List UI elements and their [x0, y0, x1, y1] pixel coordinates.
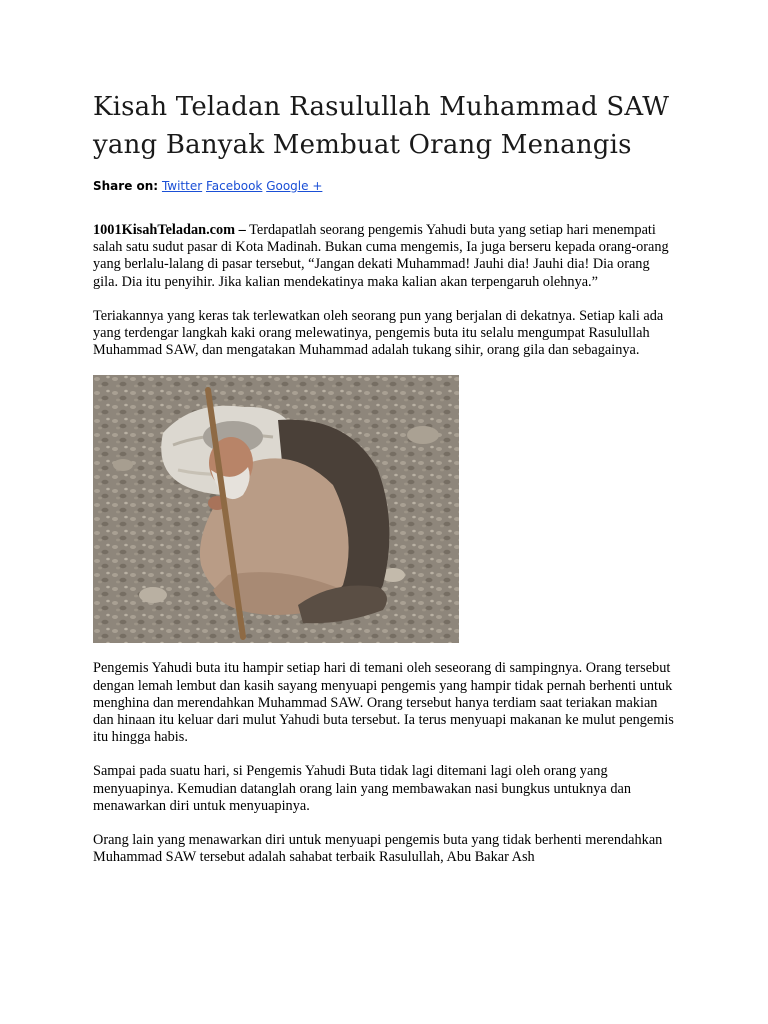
paragraph-2: Teriakannya yang keras tak terlewatkan oleh seorang pun yang berjalan di dekatnya. Setiap kali ada yang terdengar langkah kaki orang melewatinya, pengemis buta itu selalu mengumpat Rasulullah Muhammad SAW, dan mengatakan Muhammad adalah tukang sihir, orang gila dan sebagainya.: [93, 307, 664, 359]
share-facebook-link[interactable]: Facebook: [205, 179, 263, 193]
share-twitter-link[interactable]: Twitter: [161, 179, 203, 193]
share-label: Share on:: [93, 179, 159, 193]
share-google-link[interactable]: Google +: [266, 179, 323, 193]
beggar-photo-illustration: [93, 375, 459, 643]
paragraph-4: Sampai pada suatu hari, si Pengemis Yahudi Buta tidak lagi ditemani lagi oleh orang yang menyuapinya. Kemudian datanglah orang lain yang membawakan nasi bungkus untuknya dan menawarkan diri untuk menyuapinya.: [93, 763, 631, 814]
paragraph-intro-text: Terdapatlah seorang pengemis Yahudi buta yang setiap hari menempati salah satu sudut pasar di Kota Madinah. Bukan cuma mengemis, Ia juga berseru kepada orang-orang yang berlalu-lalang di pasar tersebut, “Jangan dekati Muhammad! Jauhi dia! Jauhi dia! Dia orang gila. Dia itu penyihir. Jika kalian mendekatinya maka kalian akan terpengaruh olehnya.”: [93, 222, 669, 290]
share-bar: [93, 178, 678, 194]
paragraph-5: Orang lain yang menawarkan diri untuk menyuapi pengemis buta yang tidak berhenti merendahkan Muhammad SAW tersebut adalah sahabat terbaik Rasulullah, Abu Bakar Ash: [93, 832, 663, 866]
source-name: 1001KisahTeladan.com –: [93, 222, 246, 238]
paragraph-intro: [93, 222, 678, 291]
paragraph-3: Pengemis Yahudi buta itu hampir setiap hari di temani oleh seseorang di sampingnya. Orang tersebut dengan lemah lembut dan kasih sayang menyuapi pengemis yang hampir tidak pernah berhenti untuk menghina dan merendahkan Muhammad SAW. Orang tersebut hanya terdiam saat teriakan makian dan hinaan itu keluar dari mulut Yahudi buta tersebut. Ia terus menyuapi makanan ke mulut pengemis itu hingga habis.: [93, 660, 674, 746]
article-photo: [93, 375, 459, 643]
article: [93, 88, 678, 866]
article-title: Kisah Teladan Rasulullah Muhammad SAW yang Banyak Membuat Orang Menangis: [93, 92, 670, 160]
